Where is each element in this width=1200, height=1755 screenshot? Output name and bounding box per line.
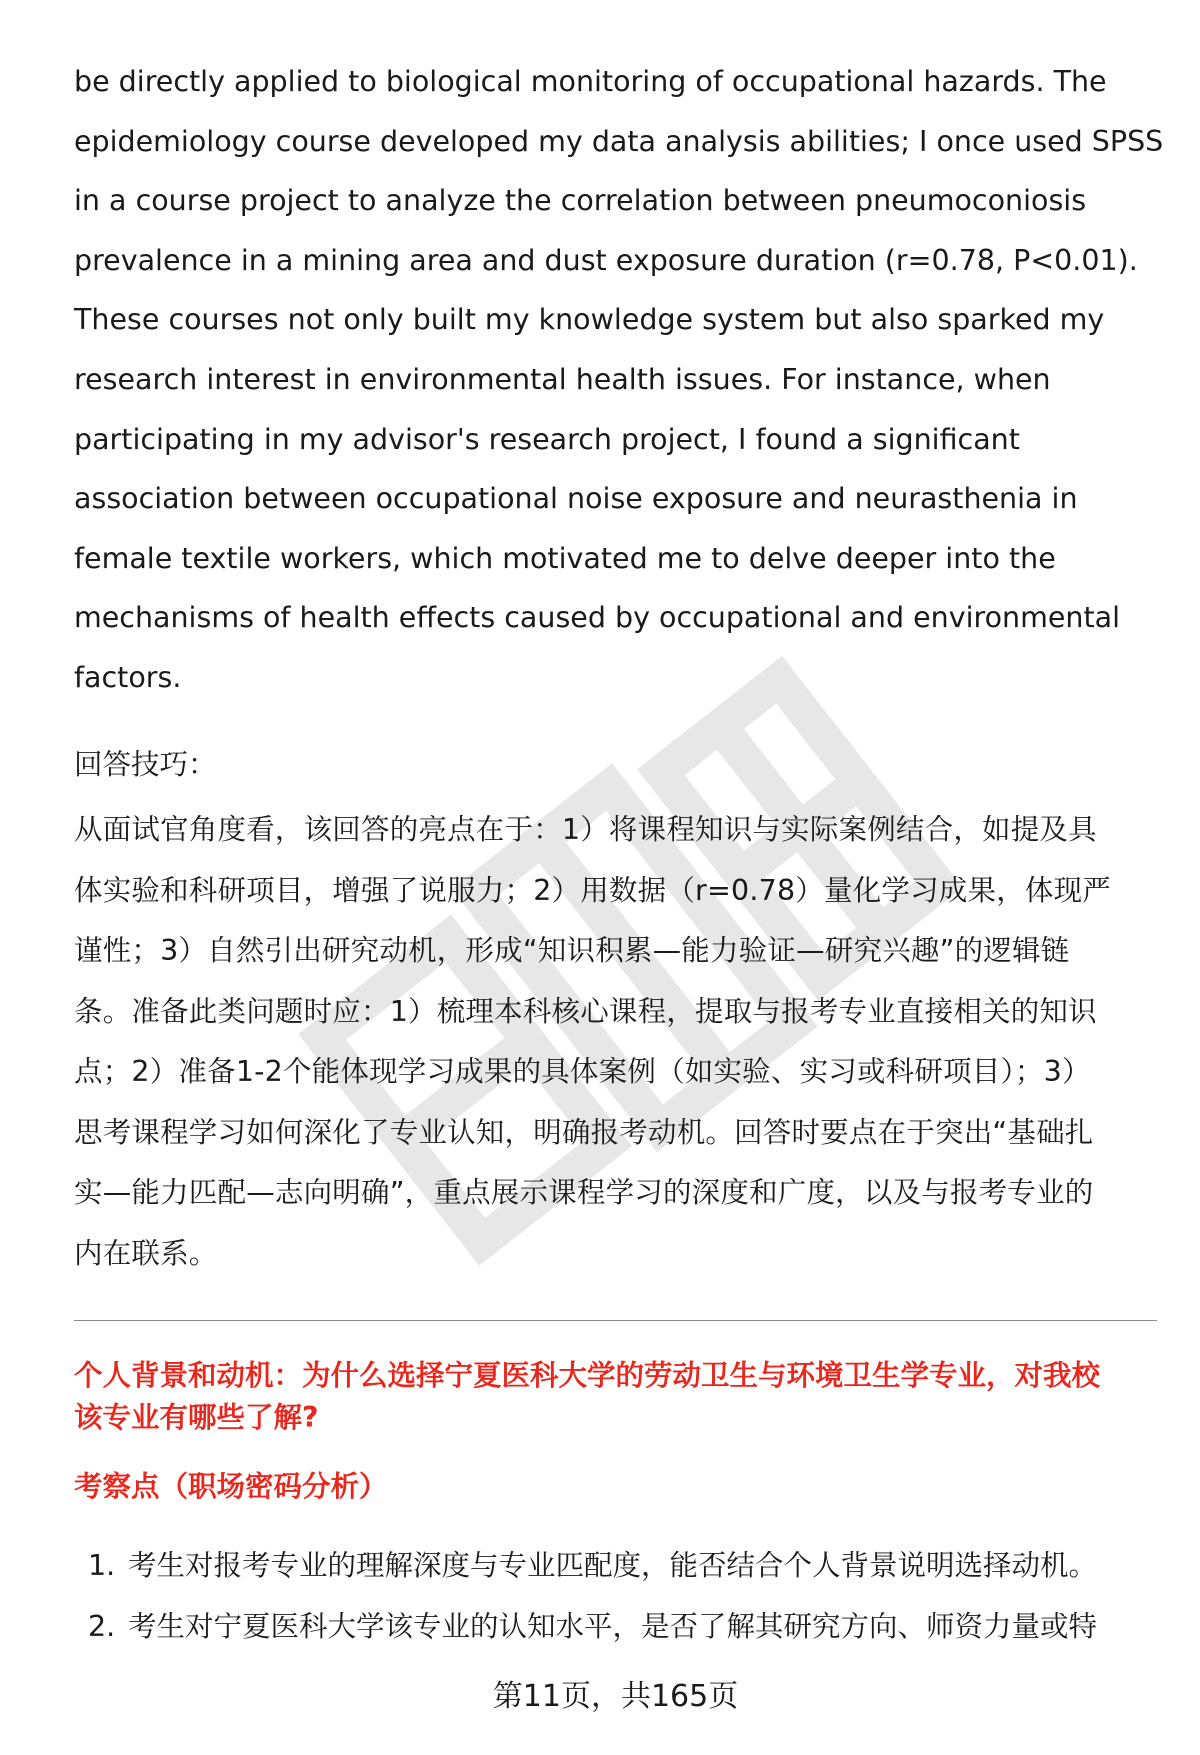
document-page: [74, 0, 1164, 1755]
tips-paragraph: [74, 800, 1157, 1284]
answer-line: participating in my advisor's research project, I found a significant: [74, 422, 1020, 456]
tips-label: 回答技巧：: [74, 748, 217, 781]
answer-line: female textile workers, which motivated me to delve deeper into the: [74, 541, 1056, 575]
answer-line: in a course project to analyze the correlation between pneumoconiosis: [74, 184, 1087, 218]
tips-line: 体实验和科研项目，增强了说服力；2）用数据（r=0.78）量化学习成果，体现严: [74, 873, 1111, 907]
answer-line: epidemiology course developed my data analysis abilities; I once used SPSS: [74, 124, 1164, 158]
answer-line: research interest in environmental health issues. For instance, when: [74, 362, 1051, 396]
answer-line: factors.: [74, 660, 182, 694]
list-item-text: 考生对报考专业的理解深度与专业匹配度，能否结合个人背景说明选择动机。: [128, 1549, 1098, 1582]
answer-line: These courses not only built my knowledge system but also sparked my: [74, 303, 1105, 337]
question-line: 个人背景和动机：为什么选择宁夏医科大学的劳动卫生与环境卫生学专业，对我校: [74, 1359, 1101, 1392]
list-item-number: 1.: [88, 1549, 116, 1582]
answer-paragraph: [74, 52, 1164, 708]
question-line: 该专业有哪些了解?: [74, 1401, 319, 1434]
tips-line: 谨性；3）自然引出研究动机，形成“知识积累—能力验证—研究兴趣”的逻辑链: [74, 934, 1070, 967]
tips-line: 从面试官角度看，该回答的亮点在于：1）将课程知识与实际案例结合，如提及具: [74, 813, 1097, 846]
section-heading: 考察点（职场密码分析）: [74, 1470, 388, 1503]
answer-line: association between occupational noise exposure and neurasthenia in: [74, 482, 1078, 516]
answer-line: prevalence in a mining area and dust exposure duration (r=0.78, P<0.01).: [74, 243, 1138, 277]
points-list: [74, 1546, 1157, 1668]
list-item: [74, 1546, 1157, 1607]
page-footer: 第11页，共165页: [492, 1679, 739, 1714]
list-item: [74, 1607, 1157, 1668]
question-heading: [74, 1355, 1157, 1439]
tips-line: 思考课程学习如何深化了专业认知，明确报考动机。回答时要点在于突出“基础扎: [74, 1115, 1094, 1149]
section-divider: [74, 1320, 1157, 1321]
tips-line: 点；2）准备1-2个能体现学习成果的具体案例（如实验、实习或科研项目）；3）: [74, 1055, 1091, 1088]
tips-line: 条。准备此类问题时应：1）梳理本科核心课程，提取与报考专业直接相关的知识: [74, 994, 1097, 1028]
answer-line: mechanisms of health effects caused by occupational and environmental: [74, 601, 1120, 635]
tips-line: 内在联系。: [74, 1236, 218, 1270]
list-item-number: 2.: [88, 1610, 116, 1643]
list-item-text: 考生对宁夏医科大学该专业的认知水平，是否了解其研究方向、师资力量或特: [128, 1610, 1098, 1643]
tips-line: 实—能力匹配—志向明确”，重点展示课程学习的深度和广度，以及与报考专业的: [74, 1176, 1094, 1209]
answer-line: be directly applied to biological monitoring of occupational hazards. The: [74, 65, 1107, 98]
